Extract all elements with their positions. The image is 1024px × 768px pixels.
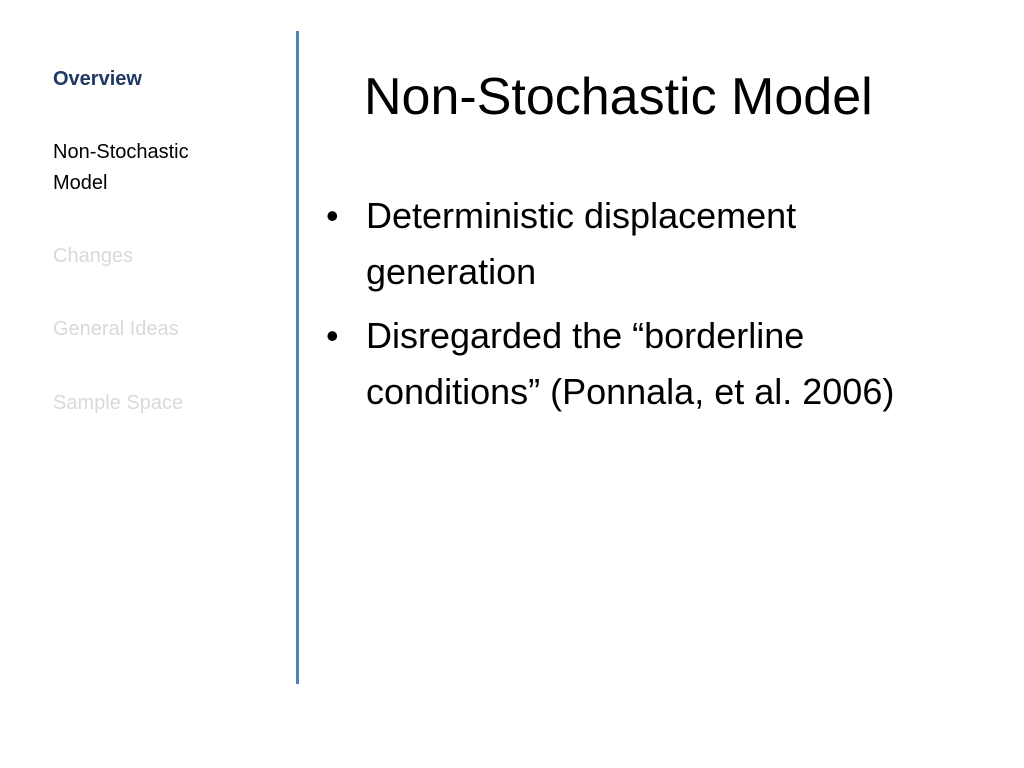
nav-changes[interactable]: Changes <box>53 245 134 267</box>
nav-overview[interactable]: Overview <box>53 68 142 90</box>
bullet-list <box>322 188 922 428</box>
vertical-divider <box>296 31 299 684</box>
bullet-text: Disregarded the “borderline conditions” (Ponnala, et al. 2006) <box>366 315 895 412</box>
nav-sample-space[interactable]: Sample Space <box>53 392 184 414</box>
bullet-item <box>322 188 922 300</box>
bullet-marker: • <box>326 315 339 356</box>
bullet-text: Deterministic displacement generation <box>366 195 797 292</box>
nav-non-stochastic-model[interactable]: Non-Stochastic Model <box>53 141 189 194</box>
nav-general-ideas[interactable]: General Ideas <box>53 318 179 340</box>
bullet-marker: • <box>326 195 339 236</box>
bullet-item <box>322 308 922 420</box>
slide-title: Non-Stochastic Model <box>364 68 873 126</box>
